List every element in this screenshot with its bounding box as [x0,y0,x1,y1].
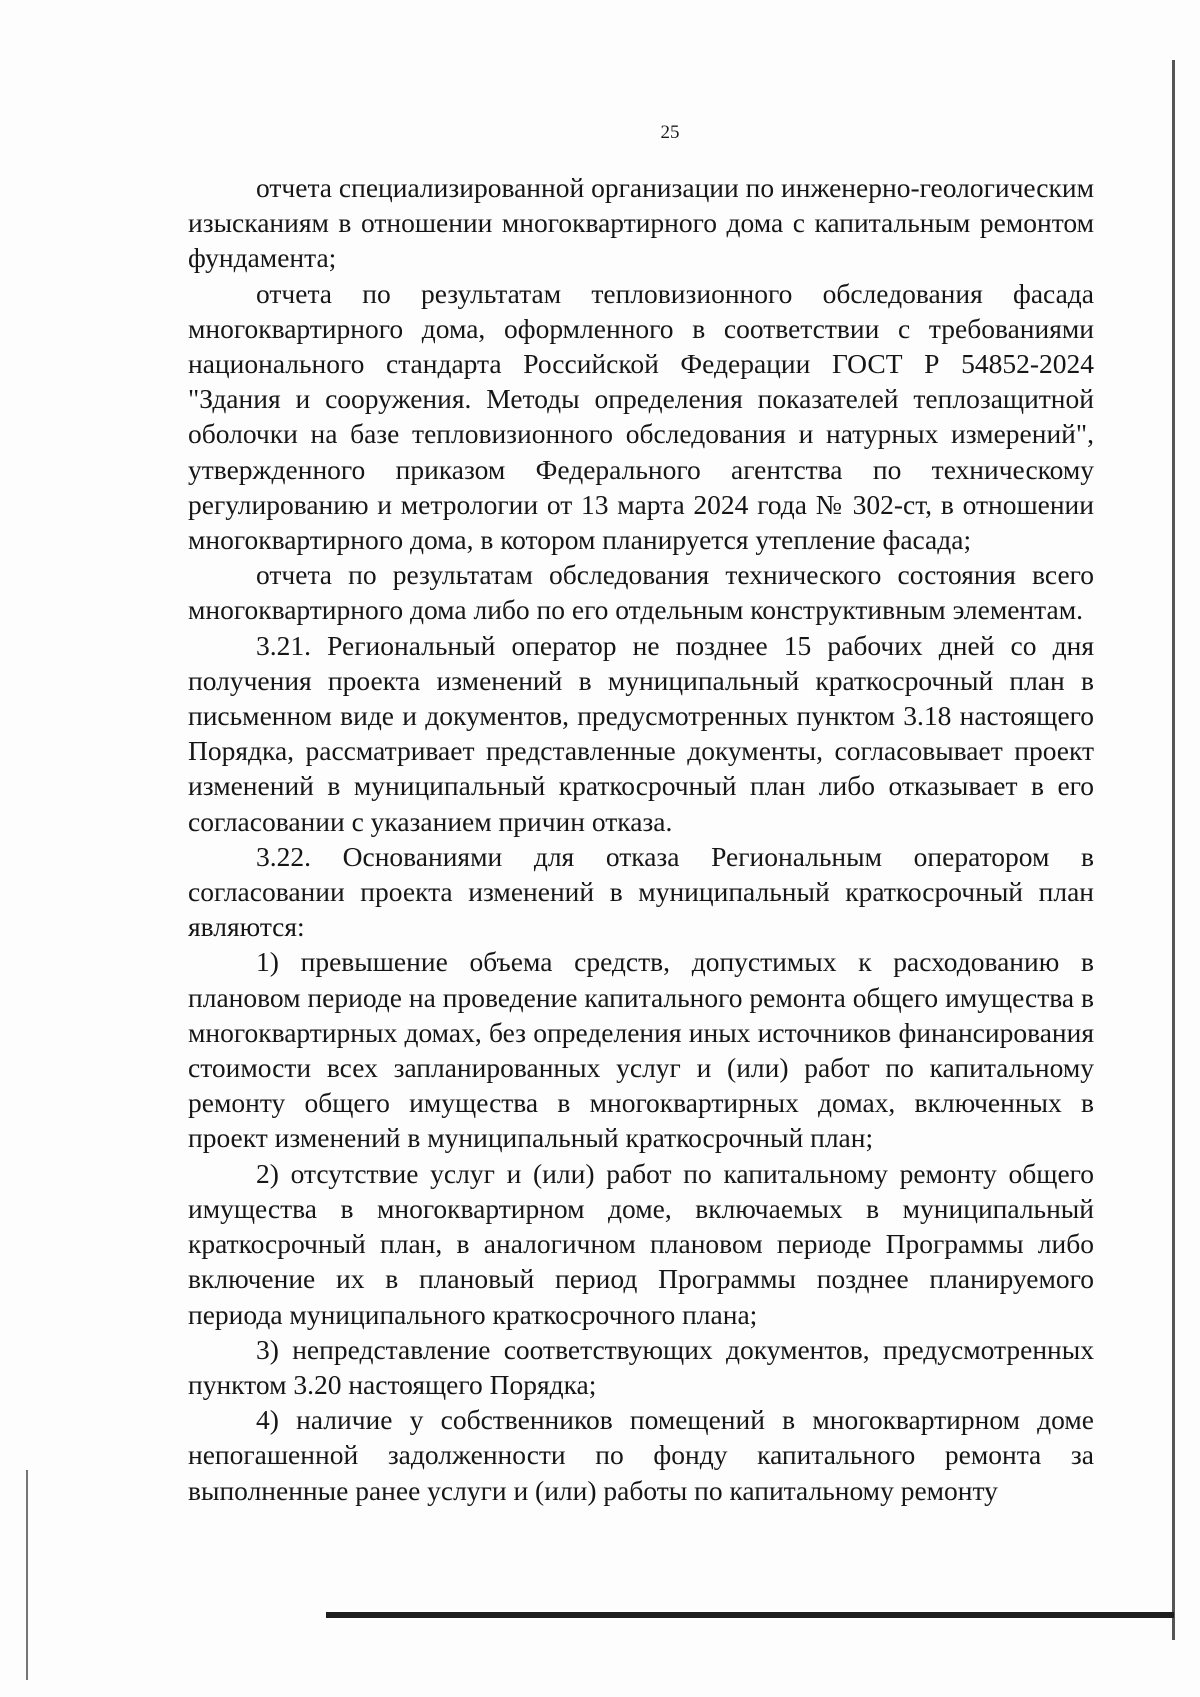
paragraph: 4) наличие у собственников помещений в многоквартирном доме непогашенной задолженности по фонду капитального ремонта за выполненные ранее услуги и (или) работы по капитальному ремонту [188,1404,1094,1506]
scan-edge-bottom [326,1612,1174,1618]
page-number: 25 [660,122,680,143]
paragraph: 3) непредставление соответствующих документов, предусмотренных пунктом 3.20 настоящего Порядка; [188,1333,1094,1400]
paragraph: 1) превышение объема средств, допустимых к расходованию в плановом периоде на проведение капитального ремонта общего имущества в многоквартирных домах, без определения иных источников финансирования стоимости всех запланированных услуг и (или) работ по капитальному ремонту общего имущества в многоквартирных домах, включенных в проект изменений в муниципальный краткосрочный план; [188,946,1094,1154]
paragraph: отчета по результатам тепловизионного обследования фасада многоквартирного дома, оформленного в соответствии с требованиями национального стандарта Российской Федерации ГОСТ Р 54852-2024 "Здания и сооружения. Методы определения показателей теплозащитной оболочки на базе тепловизионного обследования и натурных измерений", утвержденного приказом Федерального агентства по техническому регулированию и метрологии от 13 марта 2024 года № 302-ст, в отношении многоквартирного дома, в котором планируется утепление фасада; [188,277,1094,556]
paragraph: 3.22. Основаниями для отказа Региональным оператором в согласовании проекта изменений в муниципальный краткосрочный план являются: [188,840,1094,943]
paragraph: отчета по результатам обследования технического состояния всего многоквартирного дома либо по его отдельным конструктивным элементам. [188,559,1094,626]
paragraph: 2) отсутствие услуг и (или) работ по капитальному ремонту общего имущества в многоквартирном доме, включаемых в муниципальный краткосрочный план, в аналогичном плановом периоде Программы либо включение их в плановый период Программы позднее планируемого периода муниципального краткосрочного плана; [188,1157,1094,1330]
scan-edge-left [26,1470,28,1680]
scan-edge-right [1172,60,1175,1640]
paragraph: отчета специализированной организации по инженерно-геологическим изысканиям в отношении многоквартирного дома с капитальным ремонтом фундамента; [188,172,1094,274]
document-body [188,170,1094,1508]
paragraph: 3.21. Региональный оператор не позднее 15 рабочих дней со дня получения проекта изменений в муниципальный краткосрочный план в письменном виде и документов, предусмотренных пунктом 3.18 настоящего Порядка, рассматривает представленные документы, согласовывает проект изменений в муниципальный краткосрочный план либо отказывает в его согласовании с указанием причин отказа. [188,629,1094,837]
